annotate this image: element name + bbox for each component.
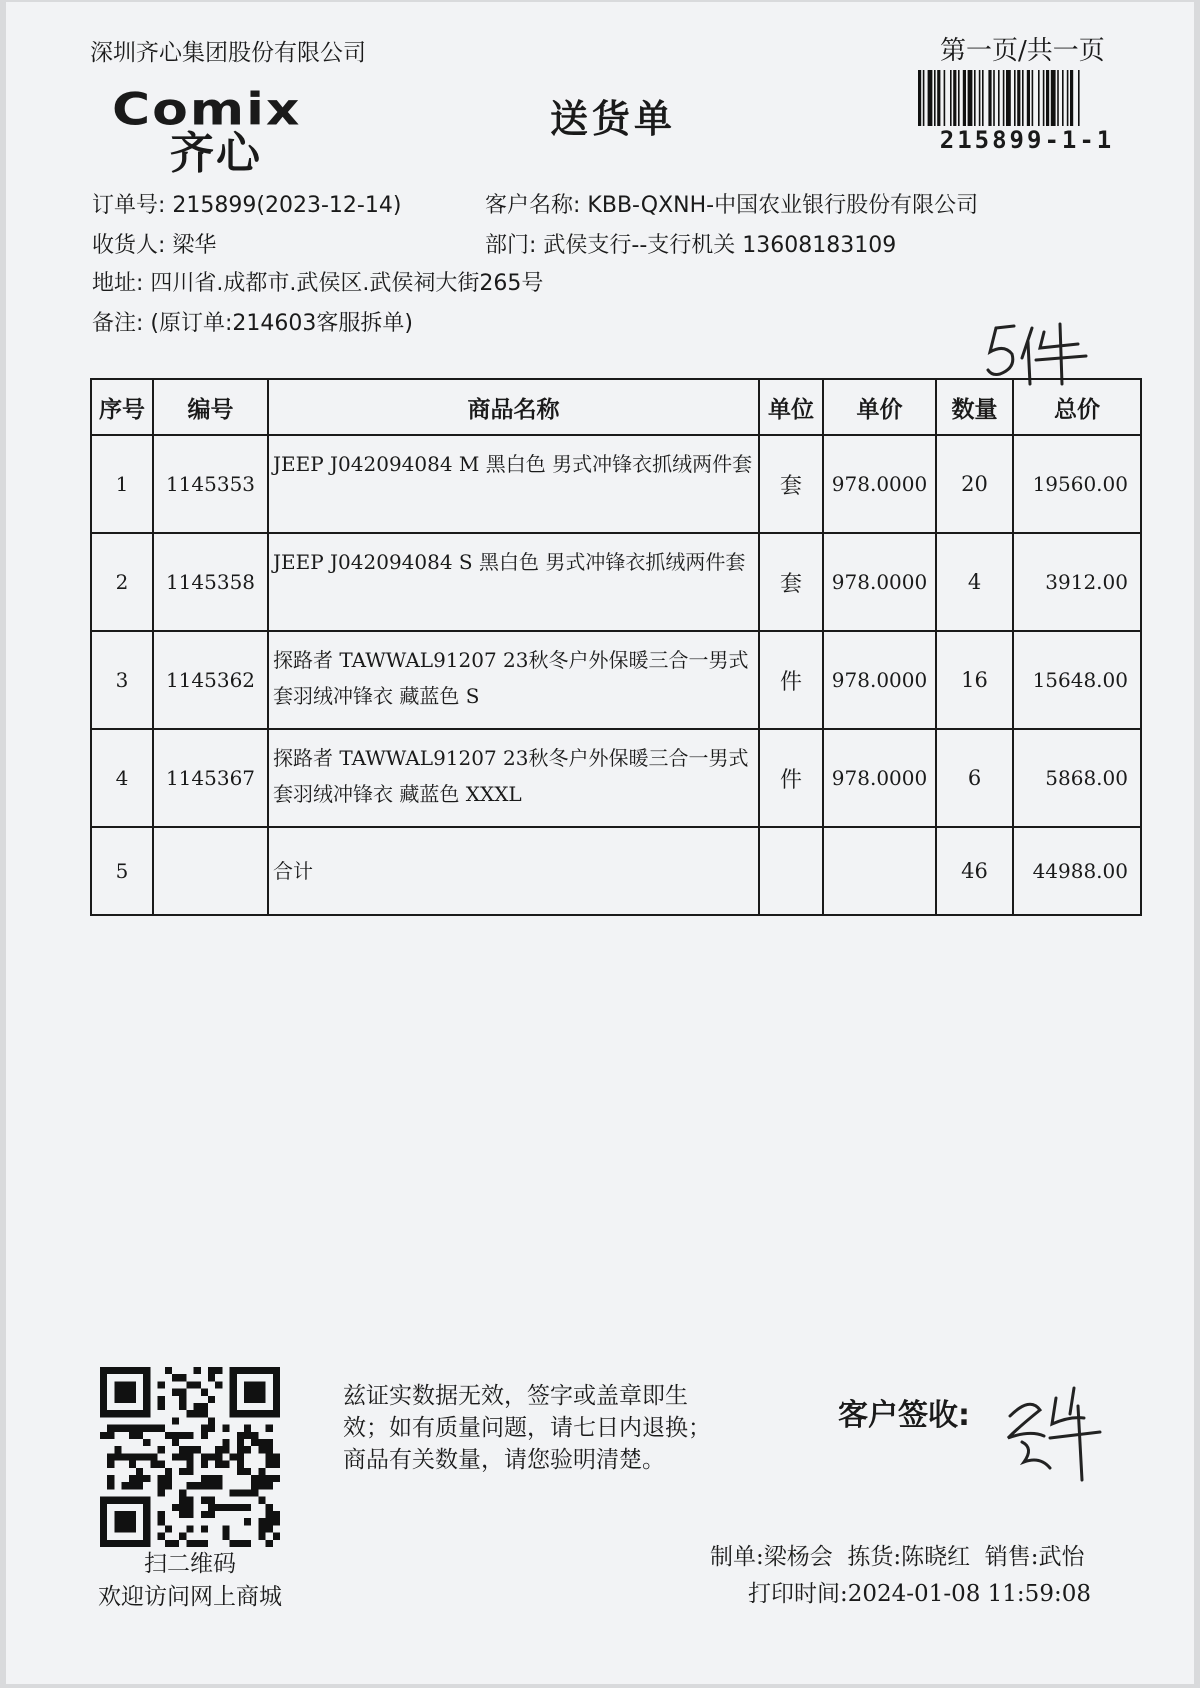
cell-code: 1145353	[153, 435, 268, 533]
cell-total: 44988.00	[1013, 827, 1141, 915]
header-name: 商品名称	[268, 379, 759, 435]
notice-text: 兹证实数据无效，签字或盖章即生 效；如有质量问题，请七日内退换； 商品有关数量，请您验明清楚。	[343, 1383, 711, 1473]
cell-seq: 3	[91, 631, 153, 729]
customer-signature	[1000, 1376, 1110, 1486]
department: 部门: 武侯支行--支行机关 13608183109	[485, 233, 897, 258]
qr-code	[100, 1367, 280, 1547]
table-header-row	[91, 379, 1141, 435]
table-row	[91, 533, 1141, 631]
cell-price: 978.0000	[823, 435, 936, 533]
cell-qty: 16	[936, 631, 1013, 729]
cell-total: 5868.00	[1013, 729, 1141, 827]
cell-seq: 4	[91, 729, 153, 827]
cell-total: 15648.00	[1013, 631, 1141, 729]
cell-unit: 套	[759, 435, 823, 533]
cell-name: 探路者 TAWWAL91207 23秋冬户外保暖三合一男式套羽绒冲锋衣 藏蓝色 S	[268, 631, 759, 729]
order-number: 订单号: 215899(2023-12-14)	[92, 193, 402, 218]
barcode-number: 215899-1-1	[939, 126, 1115, 154]
cell-name: 探路者 TAWWAL91207 23秋冬户外保暖三合一男式套羽绒冲锋衣 藏蓝色 XXXL	[268, 729, 759, 827]
cell-qty: 6	[936, 729, 1013, 827]
header-seq: 序号	[91, 379, 153, 435]
cell-qty: 46	[936, 827, 1013, 915]
barcode	[918, 70, 1136, 126]
cell-code	[153, 827, 268, 915]
cell-price: 978.0000	[823, 729, 936, 827]
cell-seq: 1	[91, 435, 153, 533]
header-price: 单价	[823, 379, 936, 435]
cell-seq: 5	[91, 827, 153, 915]
company-name: 深圳齐心集团股份有限公司	[90, 40, 366, 66]
cell-code: 1145358	[153, 533, 268, 631]
cell-unit: 件	[759, 631, 823, 729]
table-row-total	[91, 827, 1141, 915]
cell-unit: 件	[759, 729, 823, 827]
cell-unit: 套	[759, 533, 823, 631]
remark: 备注: (原订单:214603客服拆单)	[92, 311, 413, 336]
cell-seq: 2	[91, 533, 153, 631]
items-table	[90, 378, 1142, 916]
comix-logo: Comix 齐心	[112, 84, 302, 179]
header-qty: 数量	[936, 379, 1013, 435]
print-time: 打印时间:2024-01-08 11:59:08	[748, 1581, 1091, 1607]
page-info: 第一页/共一页	[940, 36, 1105, 66]
staff-info: 制单:梁杨会 拣货:陈晓红 销售:武怡	[710, 1544, 1085, 1570]
cell-total: 19560.00	[1013, 435, 1141, 533]
cell-qty: 4	[936, 533, 1013, 631]
qr-caption: 扫二维码 欢迎访问网上商城	[98, 1551, 282, 1610]
address: 地址: 四川省.成都市.武侯区.武侯祠大街265号	[92, 271, 544, 296]
table-row	[91, 435, 1141, 533]
cell-price: 978.0000	[823, 631, 936, 729]
cell-name: JEEP J042094084 M 黑白色 男式冲锋衣抓绒两件套	[268, 435, 759, 533]
cell-price: 978.0000	[823, 533, 936, 631]
cell-name: JEEP J042094084 S 黑白色 男式冲锋衣抓绒两件套	[268, 533, 759, 631]
cell-total: 3912.00	[1013, 533, 1141, 631]
header-unit: 单位	[759, 379, 823, 435]
cell-price	[823, 827, 936, 915]
customer-sign-label: 客户签收:	[838, 1398, 970, 1433]
cell-name: 合计	[268, 827, 759, 915]
table-row	[91, 729, 1141, 827]
header-code: 编号	[153, 379, 268, 435]
receiver: 收货人: 梁华	[92, 233, 217, 258]
header-total: 总价	[1013, 379, 1141, 435]
cell-unit	[759, 827, 823, 915]
customer-name: 客户名称: KBB-QXNH-中国农业银行股份有限公司	[485, 193, 979, 218]
table-row	[91, 631, 1141, 729]
cell-code: 1145362	[153, 631, 268, 729]
document-title: 送货单	[550, 97, 677, 141]
cell-code: 1145367	[153, 729, 268, 827]
cell-qty: 20	[936, 435, 1013, 533]
